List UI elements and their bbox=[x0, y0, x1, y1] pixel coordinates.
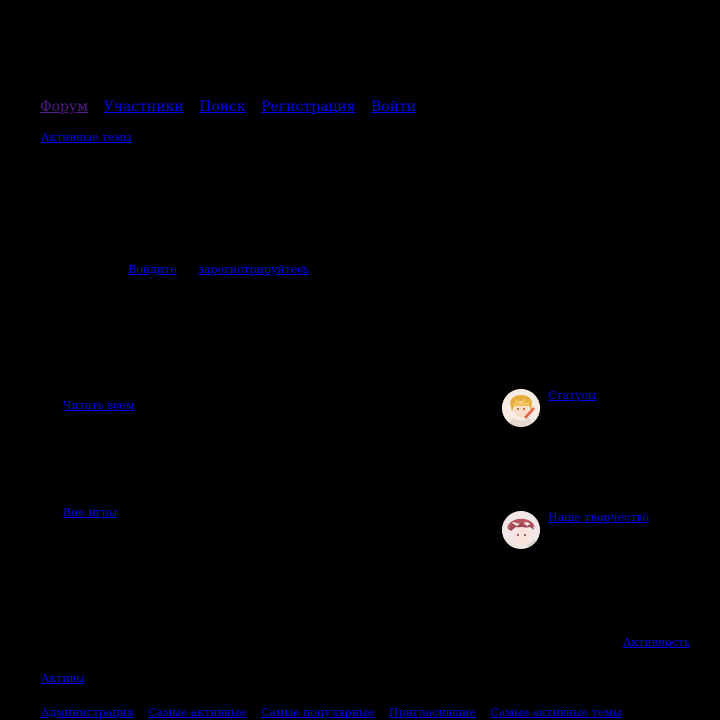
last-post-link-statuses[interactable]: Статусы bbox=[548, 389, 597, 402]
stats-admins-link[interactable]: Администрация bbox=[41, 706, 134, 719]
nav-forum-link[interactable]: Форум bbox=[40, 99, 89, 115]
nav-search-link[interactable]: Поиск bbox=[199, 99, 246, 115]
active-topics-link[interactable]: Активные темы bbox=[41, 131, 132, 144]
stats-most-popular-link[interactable]: Самые популярные bbox=[260, 706, 375, 719]
actives-link[interactable]: Активы bbox=[41, 672, 85, 685]
last-post-link-creativity[interactable]: Наше творчество bbox=[548, 511, 650, 524]
guest-login-link[interactable]: Войдите bbox=[128, 263, 177, 276]
last-post-avatar-2[interactable] bbox=[502, 511, 540, 549]
guest-register-link[interactable]: зарегистрируйтесь bbox=[198, 263, 310, 276]
stats-active-topics-link[interactable]: Самые активные темы bbox=[490, 706, 622, 719]
forum-link-offgame[interactable]: Вне игры bbox=[63, 506, 118, 519]
nav-login-link[interactable]: Войти bbox=[371, 99, 417, 115]
last-post-avatar-1[interactable] bbox=[502, 389, 540, 427]
avatar-blonde-character-icon bbox=[502, 389, 540, 427]
forum-link-read-all[interactable]: Читать всем bbox=[63, 399, 135, 412]
stats-most-active-link[interactable]: Самые активные bbox=[148, 706, 247, 719]
stats-nav bbox=[41, 706, 633, 719]
nav-register-link[interactable]: Регистрация bbox=[261, 99, 356, 115]
activity-link[interactable]: Активность bbox=[623, 636, 691, 649]
nav-members-link[interactable]: Участники bbox=[103, 99, 184, 115]
stats-inviters-link[interactable]: Пригласившие bbox=[388, 706, 476, 719]
avatar-redhead-character-icon bbox=[502, 511, 540, 549]
main-nav bbox=[40, 99, 427, 115]
